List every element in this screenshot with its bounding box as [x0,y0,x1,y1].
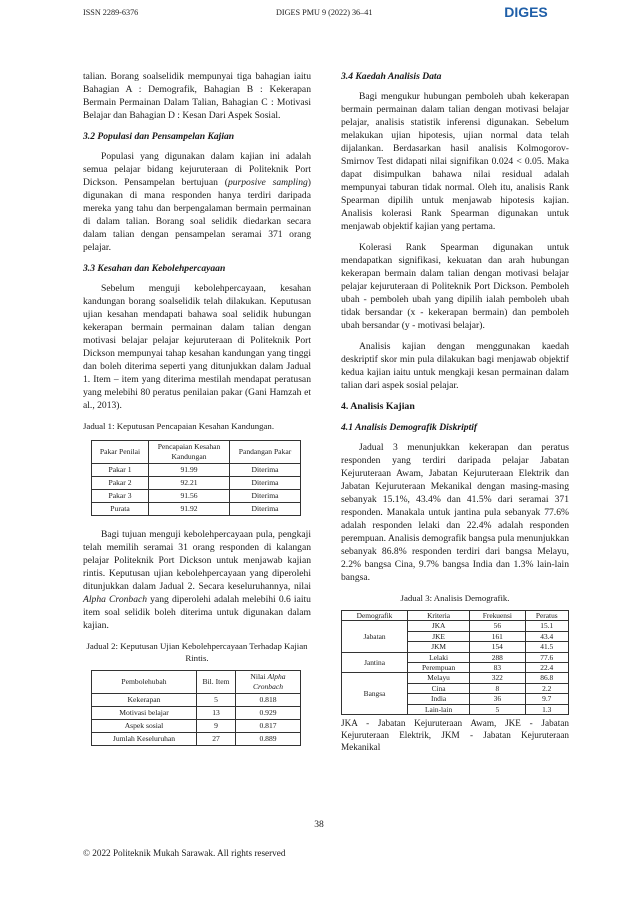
paragraph-4-1: Jadual 3 menunjukkan kekerapan dan peratus responden yang terdiri daripada pelajar Jabatan Kejuruteraan Awam, Jabatan Kejuruteraan Elektrik dan Jabatan Kejuruteraan Mekanikal dengan masing-masing sebanyak 15.1%, 43.4% dan 41.5% dari seramai 371 responden. Manakala untuk jantina pula sebanyak 77.6% adalah responden lelaki dan 22.4% adalah responden perempuan. Analisis demografik bangsa pula menunjukkan sebanyak 86.8% responden terdiri dari bangsa Melayu, 2.2% bangsa Cina, 9.7% bangsa India dan 1.3% lain-lain bangsa. [341,442,569,583]
table-cell: 8 [470,683,525,693]
table-1-caption: Jadual 1: Keputusan Pencapaian Kesahan Kandungan. [83,421,275,431]
paragraph-3-3: Sebelum menguji kebolehpercayaan, kesahan kandungan borang soalselidik telah dilakukan. Keputusan ujian kesahan mendapati bahawa soal selidik hubungan kekerapan bermain permainan dalam talian dengan motivasi belajar pelajar kejuruteraan di Politeknik Port Dickson mempunyai tahap kesahan kandungan yang tinggi dan boleh diterima seperti yang ditunjukkan dalam Jadual 1. Item – item yang diterima mestilah mendapat peratusan yang melebihi 80 peratus penilaian pakar (Gani Hamzah et al., 2013). [83,283,311,411]
left-column [83,70,311,756]
table-cell: Cina [408,683,470,693]
table-cell: Purata [92,503,149,516]
page-number: 38 [314,819,324,830]
table-cell: Perempuan [408,663,470,673]
section-heading-3-3: 3.3 Kesahan dan Kebolehpercayaan [83,263,226,274]
table-header-cell: Pakar Penilai [92,441,149,464]
table-cell: 91.92 [149,503,230,516]
table-cell: Diterima [230,477,301,490]
table-cell: Motivasi belajar [92,707,197,720]
table-3-note: JKA - Jabatan Kejuruteraan Awam, JKE - Jabatan Kejuruteraan Elektrik, JKM - Jabatan Kejuruteraan Mekanikal [341,718,569,753]
table-cell: 15.1 [525,621,568,631]
table-header-cell: Kriteria [408,611,470,621]
table-cell: 0.817 [236,720,301,733]
table-2-caption: Jadual 2: Keputusan Ujian Kebolehpercayaan Terhadap Kajian Rintis. [86,641,308,663]
footer-copyright: © 2022 Politeknik Mukah Sarawak. All rights reserved [83,848,286,858]
svg-text:DIGES: DIGES [504,4,548,20]
table-cell: 13 [197,707,236,720]
table-header-cell: Bil. Item [197,671,236,694]
table-row [92,477,301,490]
table-row [342,621,569,631]
paragraph-reliability: Bagi tujuan menguji kebolehpercayaan pula, pengkaji telah memilih seramai 31 orang responden di kalangan pelajar Politeknik Port Dickson untuk menjawab kajian rintis. Keputusan ujian kebolehpercayaan yang diperolehi ditunjukkan dalam Jadual 2. Secara keseluruhannya, nilai Alpha Cronbach yang diperolehi adalah melebihi 0.6 iaitu item soal selidik boleh diterima untuk digunakan dalam kajian. [83,529,311,631]
table-cell: 0.929 [236,707,301,720]
table-group-label: Jabatan [342,621,408,652]
table-cell: Diterima [230,490,301,503]
table-cell: 27 [197,733,236,746]
table-cell: 83 [470,663,525,673]
table-row [92,464,301,477]
table-header-cell: Peratus [525,611,568,621]
table-row [92,503,301,516]
table-cell: 154 [470,642,525,652]
header-issn: ISSN 2289-6376 [83,8,139,17]
table-cell: Jumlah Keseluruhan [92,733,197,746]
table-header-cell: Nilai Alpha Cronbach [236,671,301,694]
table-cell: 56 [470,621,525,631]
table-cell: 1.3 [525,704,568,714]
table-cell: Pakar 1 [92,464,149,477]
table-cell: 92.21 [149,477,230,490]
table-row [92,733,301,746]
table-row [92,490,301,503]
journal-logo [496,2,556,22]
table-row [342,673,569,683]
paragraph-3-2: Populasi yang digunakan dalam kajian ini adalah semua pelajar bidang kejuruteraan di Politeknik Port Dickson. Pensampelan bertujuan (purposive sampling) digunakan di mana responden hanya terdiri daripada mereka yang tahu dan berpengalaman bermain permainan di dalam talian. Borang soal selidik diedarkan secara dalam talian dengan pensampelan seramai 371 orang pelajar. [83,151,311,253]
table-header-cell: Frekuensi [470,611,525,621]
table-row [342,652,569,662]
section-heading-4: 4. Analisis Kajian [341,401,415,412]
table-cell: 43.4 [525,631,568,641]
table-cell: Pakar 2 [92,477,149,490]
table-2 [91,670,301,746]
table-cell: 322 [470,673,525,683]
right-column [341,70,569,753]
table-header-cell: Pembolehubah [92,671,197,694]
table-cell: 9 [197,720,236,733]
table-cell: Kekerapan [92,694,197,707]
table-cell: JKE [408,631,470,641]
table-cell: Lain-lain [408,704,470,714]
table-cell: Pakar 3 [92,490,149,503]
table-header-cell: Pandangan Pakar [230,441,301,464]
table-cell: 91.99 [149,464,230,477]
table-group-label: Bangsa [342,673,408,715]
table-header-cell: Pencapaian Kesahan Kandungan [149,441,230,464]
table-cell: 22.4 [525,663,568,673]
table-cell: 41.5 [525,642,568,652]
paragraph-3-4-c: Analisis kajian dengan menggunakan kaedah deskriptif skor min pula dilakukan bagi menjawab objektif kedua kajian iaitu untuk mengkaji kesan permainan dalam talian dari aspek sosial pelajar. [341,341,569,391]
paragraph-3-4-a: Bagi mengukur hubungan pemboleh ubah kekerapan bermain permainan dalam talian dengan motivasi belajar pelajar, analisis statistik inferensi digunakan. Sebelum melakukan ujian hipotesis, ujian normal data telah dijalankan. Berdasarkan hasil analisis Kolmogorov-Smirnov Test didapati nilai signifikan 0.024 < 0.05. Maka dapat disimpulkan bahawa nilai residual adalah mempunyai taburan tidak normal. Oleh itu, analisis Rank Spearman dipilih untuk menjawab hipotesis kajian. Analisis kolerasi Rank Spearman digunakan untuk menjawab objektif kajian yang pertama. [341,91,569,232]
table-cell: 36 [470,694,525,704]
table-cell: Melayu [408,673,470,683]
table-cell: 9.7 [525,694,568,704]
table-cell: India [408,694,470,704]
table-cell: 5 [470,704,525,714]
table-cell: JKA [408,621,470,631]
table-3-caption: Jadual 3: Analisis Demografik. [400,593,510,603]
table-cell: 5 [197,694,236,707]
table-cell: Diterima [230,503,301,516]
section-heading-4-1: 4.1 Analisis Demografik Diskriptif [341,422,478,433]
table-cell: Aspek sosial [92,720,197,733]
table-cell: 91.56 [149,490,230,503]
table-row [92,694,301,707]
table-cell: 2.2 [525,683,568,693]
table-cell: 77.6 [525,652,568,662]
table-cell: 0.889 [236,733,301,746]
table-cell: JKM [408,642,470,652]
section-heading-3-4: 3.4 Kaedah Analisis Data [341,71,442,82]
table-cell: Diterima [230,464,301,477]
paragraph-3-4-b: Kolerasi Rank Spearman digunakan untuk mendapatkan signifikasi, kekuatan dan arah hubungan kekerapan bermain dalam talian dengan motivasi belajar pelajar kejuruteraan di Politeknik Port Dickson. Pemboleh ubah - pemboleh ubah yang dipilih ialah pemboleh ubah tidak bersandar (x - kekerapan bermain) dan pemboleh ubah bersandar (y - motivasi belajar). [341,242,569,331]
table-cell: 288 [470,652,525,662]
table-cell: 86.8 [525,673,568,683]
table-header-cell: Demografik [342,611,408,621]
table-cell: Lelaki [408,652,470,662]
table-row [92,707,301,720]
table-cell: 161 [470,631,525,641]
table-1 [91,440,301,516]
table-cell: 0.818 [236,694,301,707]
header-journal: DIGES PMU 9 (2022) 36–41 [276,8,373,17]
table-row [92,720,301,733]
table-group-label: Jantina [342,652,408,673]
table-3 [341,610,569,715]
section-heading-3-2: 3.2 Populasi dan Pensampelan Kajian [83,131,235,142]
intro-paragraph: talian. Borang soalselidik mempunyai tiga bahagian iaitu Bahagian A : Demografik, Bahagian B : Kekerapan Bermain Permainan Dalam Talian, Bahagian C : Motivasi Belajar dan Bahagian D : Kesan Dari Aspek Sosial. [83,71,311,121]
